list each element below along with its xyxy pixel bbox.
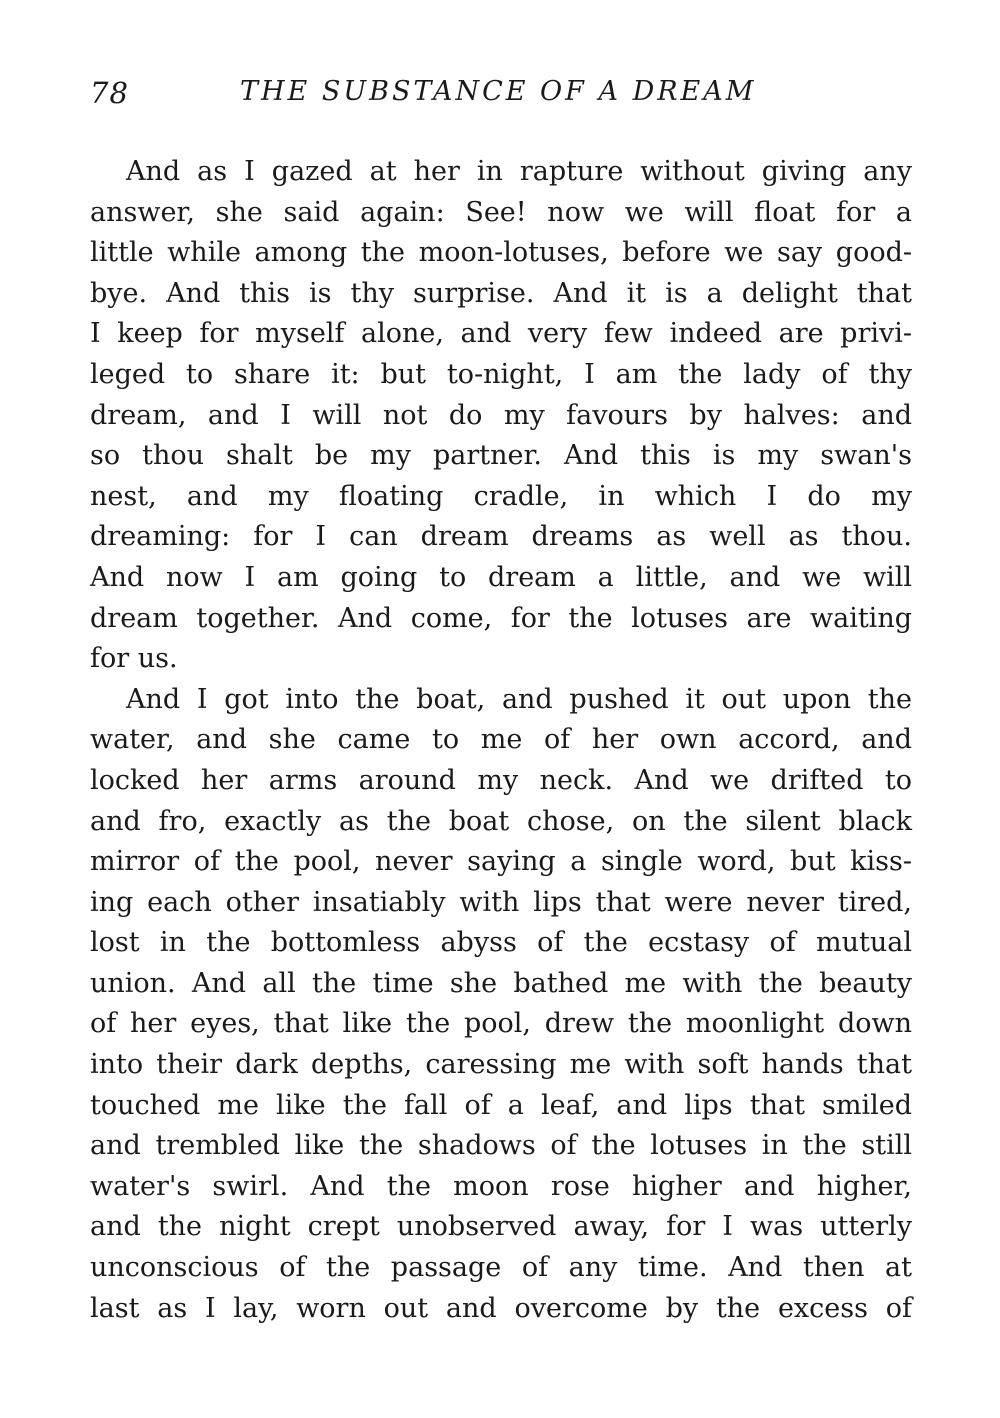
text-line: water's swirl. And the moon rose higher and higher, <box>90 1170 912 1202</box>
text-line: last as I lay, worn out and overcome by the excess of <box>90 1292 912 1324</box>
text-line: for us. <box>90 643 178 675</box>
page-number: 78 <box>90 76 129 110</box>
paragraph <box>90 680 912 1330</box>
text-line: of her eyes, that like the pool, drew the moonlight down <box>90 1008 912 1040</box>
text-line: dreaming: for I can dream dreams as well as thou. <box>90 521 912 553</box>
text-line: unconscious of the passage of any time. And then at <box>90 1252 912 1284</box>
text-line: dream, and I will not do my favours by halves: and <box>90 399 912 431</box>
running-head <box>90 76 910 116</box>
text-line: water, and she came to me of her own accord, and <box>90 724 912 756</box>
text-line: locked her arms around my neck. And we drifted to <box>90 764 912 796</box>
text-line: into their dark depths, caressing me with soft hands that <box>90 1049 912 1081</box>
text-line: nest, and my floating cradle, in which I do my <box>90 480 912 512</box>
text-line: And as I gazed at her in rapture without giving any <box>126 156 912 187</box>
text-line: mirror of the pool, never saying a single word, but kiss- <box>90 846 912 878</box>
text-line: so thou shalt be my partner. And this is my swan's <box>90 440 912 472</box>
text-line: And now I am going to dream a little, and we will <box>90 561 912 593</box>
text-line: dream together. And come, for the lotuses are waiting <box>90 602 912 634</box>
text-line: And I got into the boat, and pushed it out upon the <box>126 683 912 715</box>
text-line: union. And all the time she bathed me with the beauty <box>90 967 912 999</box>
text-line: and the night crept unobserved away, for I was utterly <box>90 1211 912 1243</box>
text-line: ing each other insatiably with lips that were never tired, <box>90 886 912 918</box>
text-line: answer, she said again: See! now we will float for a <box>90 196 912 228</box>
body-text <box>90 152 912 1329</box>
paragraph <box>90 152 912 680</box>
book-title: THE SUBSTANCE OF A DREAM <box>240 76 757 107</box>
text-line: lost in the bottomless abyss of the ecstasy of mutual <box>90 927 912 959</box>
text-line: and fro, exactly as the boat chose, on the silent black <box>90 805 912 837</box>
text-line: and trembled like the shadows of the lotuses in the still <box>90 1130 912 1162</box>
text-line: bye. And this is thy surprise. And it is a delight that <box>90 277 912 309</box>
text-line: little while among the moon-lotuses, before we say good- <box>90 237 912 269</box>
text-line: touched me like the fall of a leaf, and lips that smiled <box>90 1089 912 1121</box>
text-line: leged to share it: but to-night, I am the lady of thy <box>90 358 912 390</box>
text-line: I keep for myself alone, and very few indeed are privi- <box>90 318 912 350</box>
